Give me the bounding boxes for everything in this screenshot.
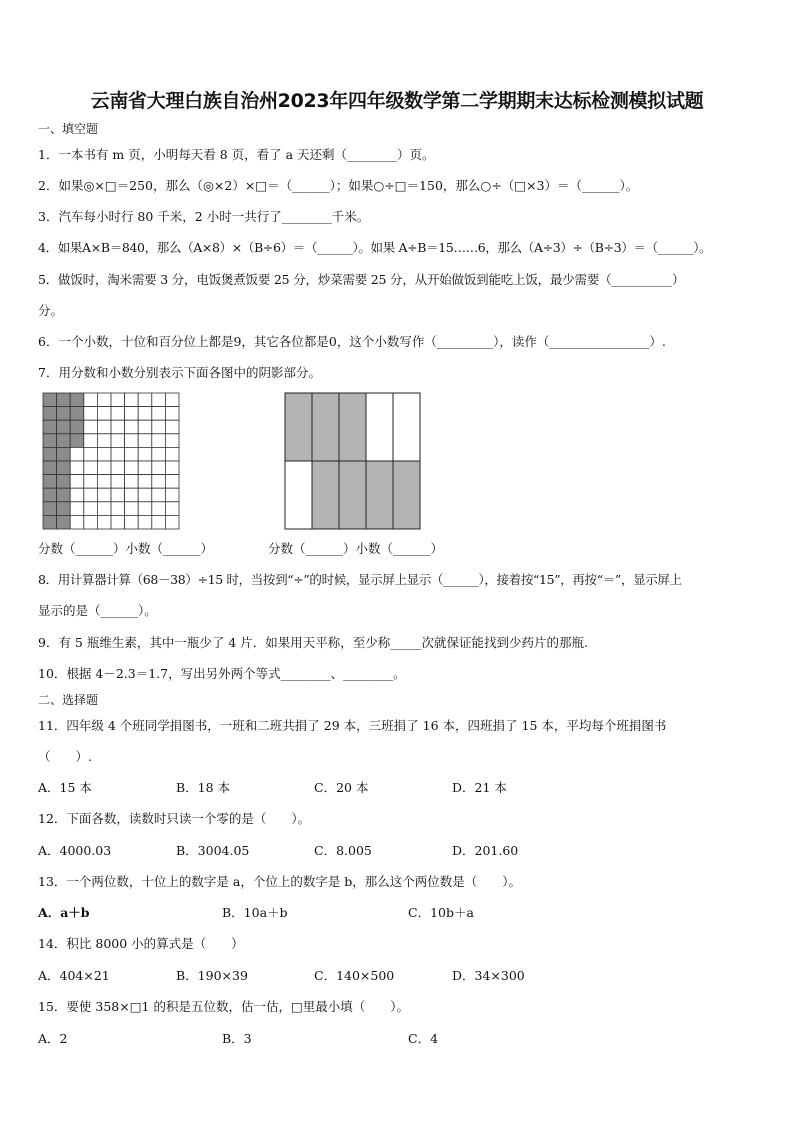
grid-cell bbox=[70, 461, 84, 475]
grid-cell bbox=[70, 475, 84, 489]
grid-cell bbox=[111, 434, 125, 448]
q14-option-b: B．190×39 bbox=[176, 968, 248, 983]
q11-option-a: A．15 本 bbox=[38, 780, 92, 795]
grid-cell bbox=[165, 447, 179, 461]
q11-option-d: D．21 本 bbox=[452, 780, 507, 795]
grid-cell bbox=[165, 515, 179, 529]
grid-cell bbox=[84, 420, 98, 434]
grid-cell-shaded bbox=[43, 434, 57, 448]
grid-cell bbox=[125, 447, 139, 461]
grid-cell-shaded bbox=[43, 515, 57, 529]
grid-cell bbox=[70, 488, 84, 502]
grid-cell bbox=[84, 475, 98, 489]
grid-cell-shaded bbox=[57, 434, 71, 448]
bars-figure bbox=[284, 392, 422, 530]
grid-cell-shaded bbox=[70, 393, 84, 407]
section-fill-in: 一、填空题 bbox=[38, 122, 99, 136]
grid-cell bbox=[84, 393, 98, 407]
grid-cell-shaded bbox=[43, 407, 57, 421]
grid-cell-shaded bbox=[70, 434, 84, 448]
question-1: 1．一本书有 m 页，小明每天看 8 页，看了 a 天还剩（________）页。 bbox=[38, 147, 435, 162]
q13-option-c: C．10b＋a bbox=[408, 905, 474, 920]
q12-option-d: D．201.60 bbox=[452, 843, 519, 858]
grid-cell bbox=[70, 515, 84, 529]
grid-cell bbox=[84, 488, 98, 502]
grid-cell bbox=[111, 515, 125, 529]
grid-cell bbox=[138, 407, 152, 421]
grid-cell bbox=[111, 407, 125, 421]
grid-cell bbox=[165, 393, 179, 407]
question-15: 15．要使 358×□1 的积是五位数，估一估，□里最小填（ ）。 bbox=[38, 999, 410, 1014]
question-13: 13．一个两位数，十位上的数字是 a，个位上的数字是 b，那么这个两位数是（ ）。 bbox=[38, 874, 522, 889]
grid-cell bbox=[97, 407, 111, 421]
grid-cell-shaded bbox=[43, 393, 57, 407]
grid-cell bbox=[152, 488, 166, 502]
grid-cell-shaded bbox=[43, 502, 57, 516]
grid-cell-shaded bbox=[43, 488, 57, 502]
grid-cell bbox=[111, 475, 125, 489]
q11-option-b: B．18 本 bbox=[176, 780, 231, 795]
grid-cell bbox=[138, 434, 152, 448]
question-12: 12．下面各数，读数时只读一个零的是（ ）。 bbox=[38, 811, 311, 826]
bar-cell-shaded bbox=[393, 461, 420, 529]
grid-cell bbox=[125, 515, 139, 529]
question-11-cont: （ ）. bbox=[38, 749, 92, 764]
q13-option-a: A．a＋b bbox=[38, 905, 90, 920]
grid-cell bbox=[97, 447, 111, 461]
bar-cell-shaded bbox=[339, 393, 366, 461]
question-8-cont: 显示的是（______）。 bbox=[38, 603, 157, 618]
grid-cell bbox=[111, 447, 125, 461]
bar-cell-shaded bbox=[312, 393, 339, 461]
grid-cell bbox=[165, 502, 179, 516]
grid-cell bbox=[125, 475, 139, 489]
q14-option-a: A．404×21 bbox=[38, 968, 110, 983]
grid-cell bbox=[97, 434, 111, 448]
question-11: 11．四年级 4 个班同学捐图书，一班和二班共捐了 29 本，三班捐了 16 本，四班捐了 15 本，平均每个班捐图书 bbox=[38, 718, 667, 733]
grid-cell bbox=[111, 502, 125, 516]
q15-option-b: B．3 bbox=[222, 1031, 252, 1046]
grid-cell bbox=[165, 475, 179, 489]
grid-cell bbox=[97, 420, 111, 434]
grid-cell bbox=[138, 502, 152, 516]
question-9: 9．有 5 瓶维生素，其中一瓶少了 4 片．如果用天平称，至少称_____次就保证能找到少药片的那瓶. bbox=[38, 635, 588, 650]
question-14: 14．积比 8000 小的算式是（ ） bbox=[38, 936, 244, 951]
bar-cell bbox=[366, 393, 393, 461]
grid-cell bbox=[84, 515, 98, 529]
grid-cell-shaded bbox=[43, 420, 57, 434]
grid-cell bbox=[70, 502, 84, 516]
grid-cell bbox=[125, 502, 139, 516]
grid-cell-shaded bbox=[57, 461, 71, 475]
grid-cell bbox=[111, 461, 125, 475]
question-4: 4．如果A×B＝840，那么（A×8）×（B÷6）＝（______）。如果 A÷B＝15……6，那么（A÷3）÷（B÷3）＝（______）。 bbox=[38, 240, 712, 255]
grid-cell bbox=[125, 393, 139, 407]
grid-cell bbox=[84, 447, 98, 461]
q12-option-c: C．8.005 bbox=[314, 843, 372, 858]
q14-option-d: D．34×300 bbox=[452, 968, 525, 983]
figure-right-label: 分数（______）小数（______） bbox=[268, 541, 444, 556]
grid-figure bbox=[42, 392, 180, 530]
grid-cell bbox=[111, 420, 125, 434]
grid-cell bbox=[152, 502, 166, 516]
grid-cell-shaded bbox=[57, 515, 71, 529]
bar-cell-shaded bbox=[312, 461, 339, 529]
grid-cell bbox=[165, 488, 179, 502]
grid-cell bbox=[138, 420, 152, 434]
grid-cell bbox=[138, 461, 152, 475]
page-title: 云南省大理白族自治州2023年四年级数学第二学期期末达标检测模拟试题 bbox=[90, 90, 704, 112]
grid-cell-shaded bbox=[57, 420, 71, 434]
grid-cell bbox=[138, 515, 152, 529]
q13-option-b: B．10a＋b bbox=[222, 905, 288, 920]
grid-cell-shaded bbox=[57, 393, 71, 407]
grid-cell bbox=[152, 447, 166, 461]
grid-cell bbox=[165, 420, 179, 434]
grid-cell bbox=[97, 393, 111, 407]
grid-cell-shaded bbox=[57, 475, 71, 489]
q14-option-c: C．140×500 bbox=[314, 968, 395, 983]
bar-cell-shaded bbox=[339, 461, 366, 529]
grid-cell bbox=[138, 475, 152, 489]
bar-cell-shaded bbox=[366, 461, 393, 529]
question-2: 2．如果◎×□＝250，那么（◎×2）×□＝（______）；如果○÷□＝150，那么○÷（□×3）＝（______）。 bbox=[38, 178, 639, 193]
grid-cell bbox=[165, 434, 179, 448]
grid-cell bbox=[152, 393, 166, 407]
q15-option-a: A．2 bbox=[38, 1031, 68, 1046]
grid-cell bbox=[84, 434, 98, 448]
grid-cell bbox=[165, 461, 179, 475]
grid-cell bbox=[125, 488, 139, 502]
grid-cell bbox=[152, 475, 166, 489]
grid-cell bbox=[125, 407, 139, 421]
grid-cell-shaded bbox=[43, 447, 57, 461]
grid-cell bbox=[125, 434, 139, 448]
grid-cell bbox=[70, 447, 84, 461]
grid-cell bbox=[111, 488, 125, 502]
q15-option-c: C．4 bbox=[408, 1031, 439, 1046]
grid-cell-shaded bbox=[43, 461, 57, 475]
grid-cell bbox=[125, 420, 139, 434]
grid-cell bbox=[138, 488, 152, 502]
grid-cell bbox=[138, 393, 152, 407]
grid-cell bbox=[97, 488, 111, 502]
grid-cell bbox=[152, 461, 166, 475]
grid-cell-shaded bbox=[70, 420, 84, 434]
grid-cell-shaded bbox=[57, 488, 71, 502]
grid-cell bbox=[165, 407, 179, 421]
grid-cell-shaded bbox=[57, 407, 71, 421]
bar-cell-shaded bbox=[285, 393, 312, 461]
question-5: 5．做饭时，淘米需要 3 分，电饭煲煮饭要 25 分，炒菜需要 25 分，从开始做饭到能吃上饭，最少需要（__________） bbox=[38, 272, 685, 287]
grid-cell bbox=[84, 461, 98, 475]
question-6: 6．一个小数，十位和百分位上都是9，其它各位都是0，这个小数写作（_________），读作（________________）. bbox=[38, 334, 666, 349]
q12-option-a: A．4000.03 bbox=[38, 843, 112, 858]
question-3: 3．汽车每小时行 80 千米，2 小时一共行了________千米。 bbox=[38, 209, 370, 224]
section-choice: 二、选择题 bbox=[38, 693, 99, 707]
grid-cell bbox=[97, 515, 111, 529]
grid-cell bbox=[152, 407, 166, 421]
grid-cell-shaded bbox=[43, 475, 57, 489]
bar-cell bbox=[393, 393, 420, 461]
grid-cell bbox=[138, 447, 152, 461]
q11-option-c: C．20 本 bbox=[314, 780, 369, 795]
figure-left-label: 分数（______）小数（______） bbox=[38, 541, 214, 556]
grid-cell-shaded bbox=[70, 407, 84, 421]
grid-cell bbox=[125, 461, 139, 475]
question-8: 8．用计算器计算（68－38）÷15 时，当按到“÷”的时候，显示屏上显示（______），接着按“15”，再按“＝”，显示屏上 bbox=[38, 572, 682, 587]
question-7: 7．用分数和小数分别表示下面各图中的阴影部分。 bbox=[38, 365, 321, 380]
grid-cell-shaded bbox=[57, 447, 71, 461]
question-5-cont: 分。 bbox=[38, 303, 64, 318]
grid-cell bbox=[152, 515, 166, 529]
grid-cell-shaded bbox=[57, 502, 71, 516]
bar-cell bbox=[285, 461, 312, 529]
grid-cell bbox=[84, 407, 98, 421]
q12-option-b: B．3004.05 bbox=[176, 843, 250, 858]
grid-cell bbox=[97, 461, 111, 475]
grid-cell bbox=[84, 502, 98, 516]
question-10: 10．根据 4－2.3＝1.7，写出另外两个等式________、________。 bbox=[38, 666, 406, 681]
grid-cell bbox=[152, 420, 166, 434]
grid-cell bbox=[111, 393, 125, 407]
grid-cell bbox=[97, 502, 111, 516]
grid-cell bbox=[97, 475, 111, 489]
grid-cell bbox=[152, 434, 166, 448]
